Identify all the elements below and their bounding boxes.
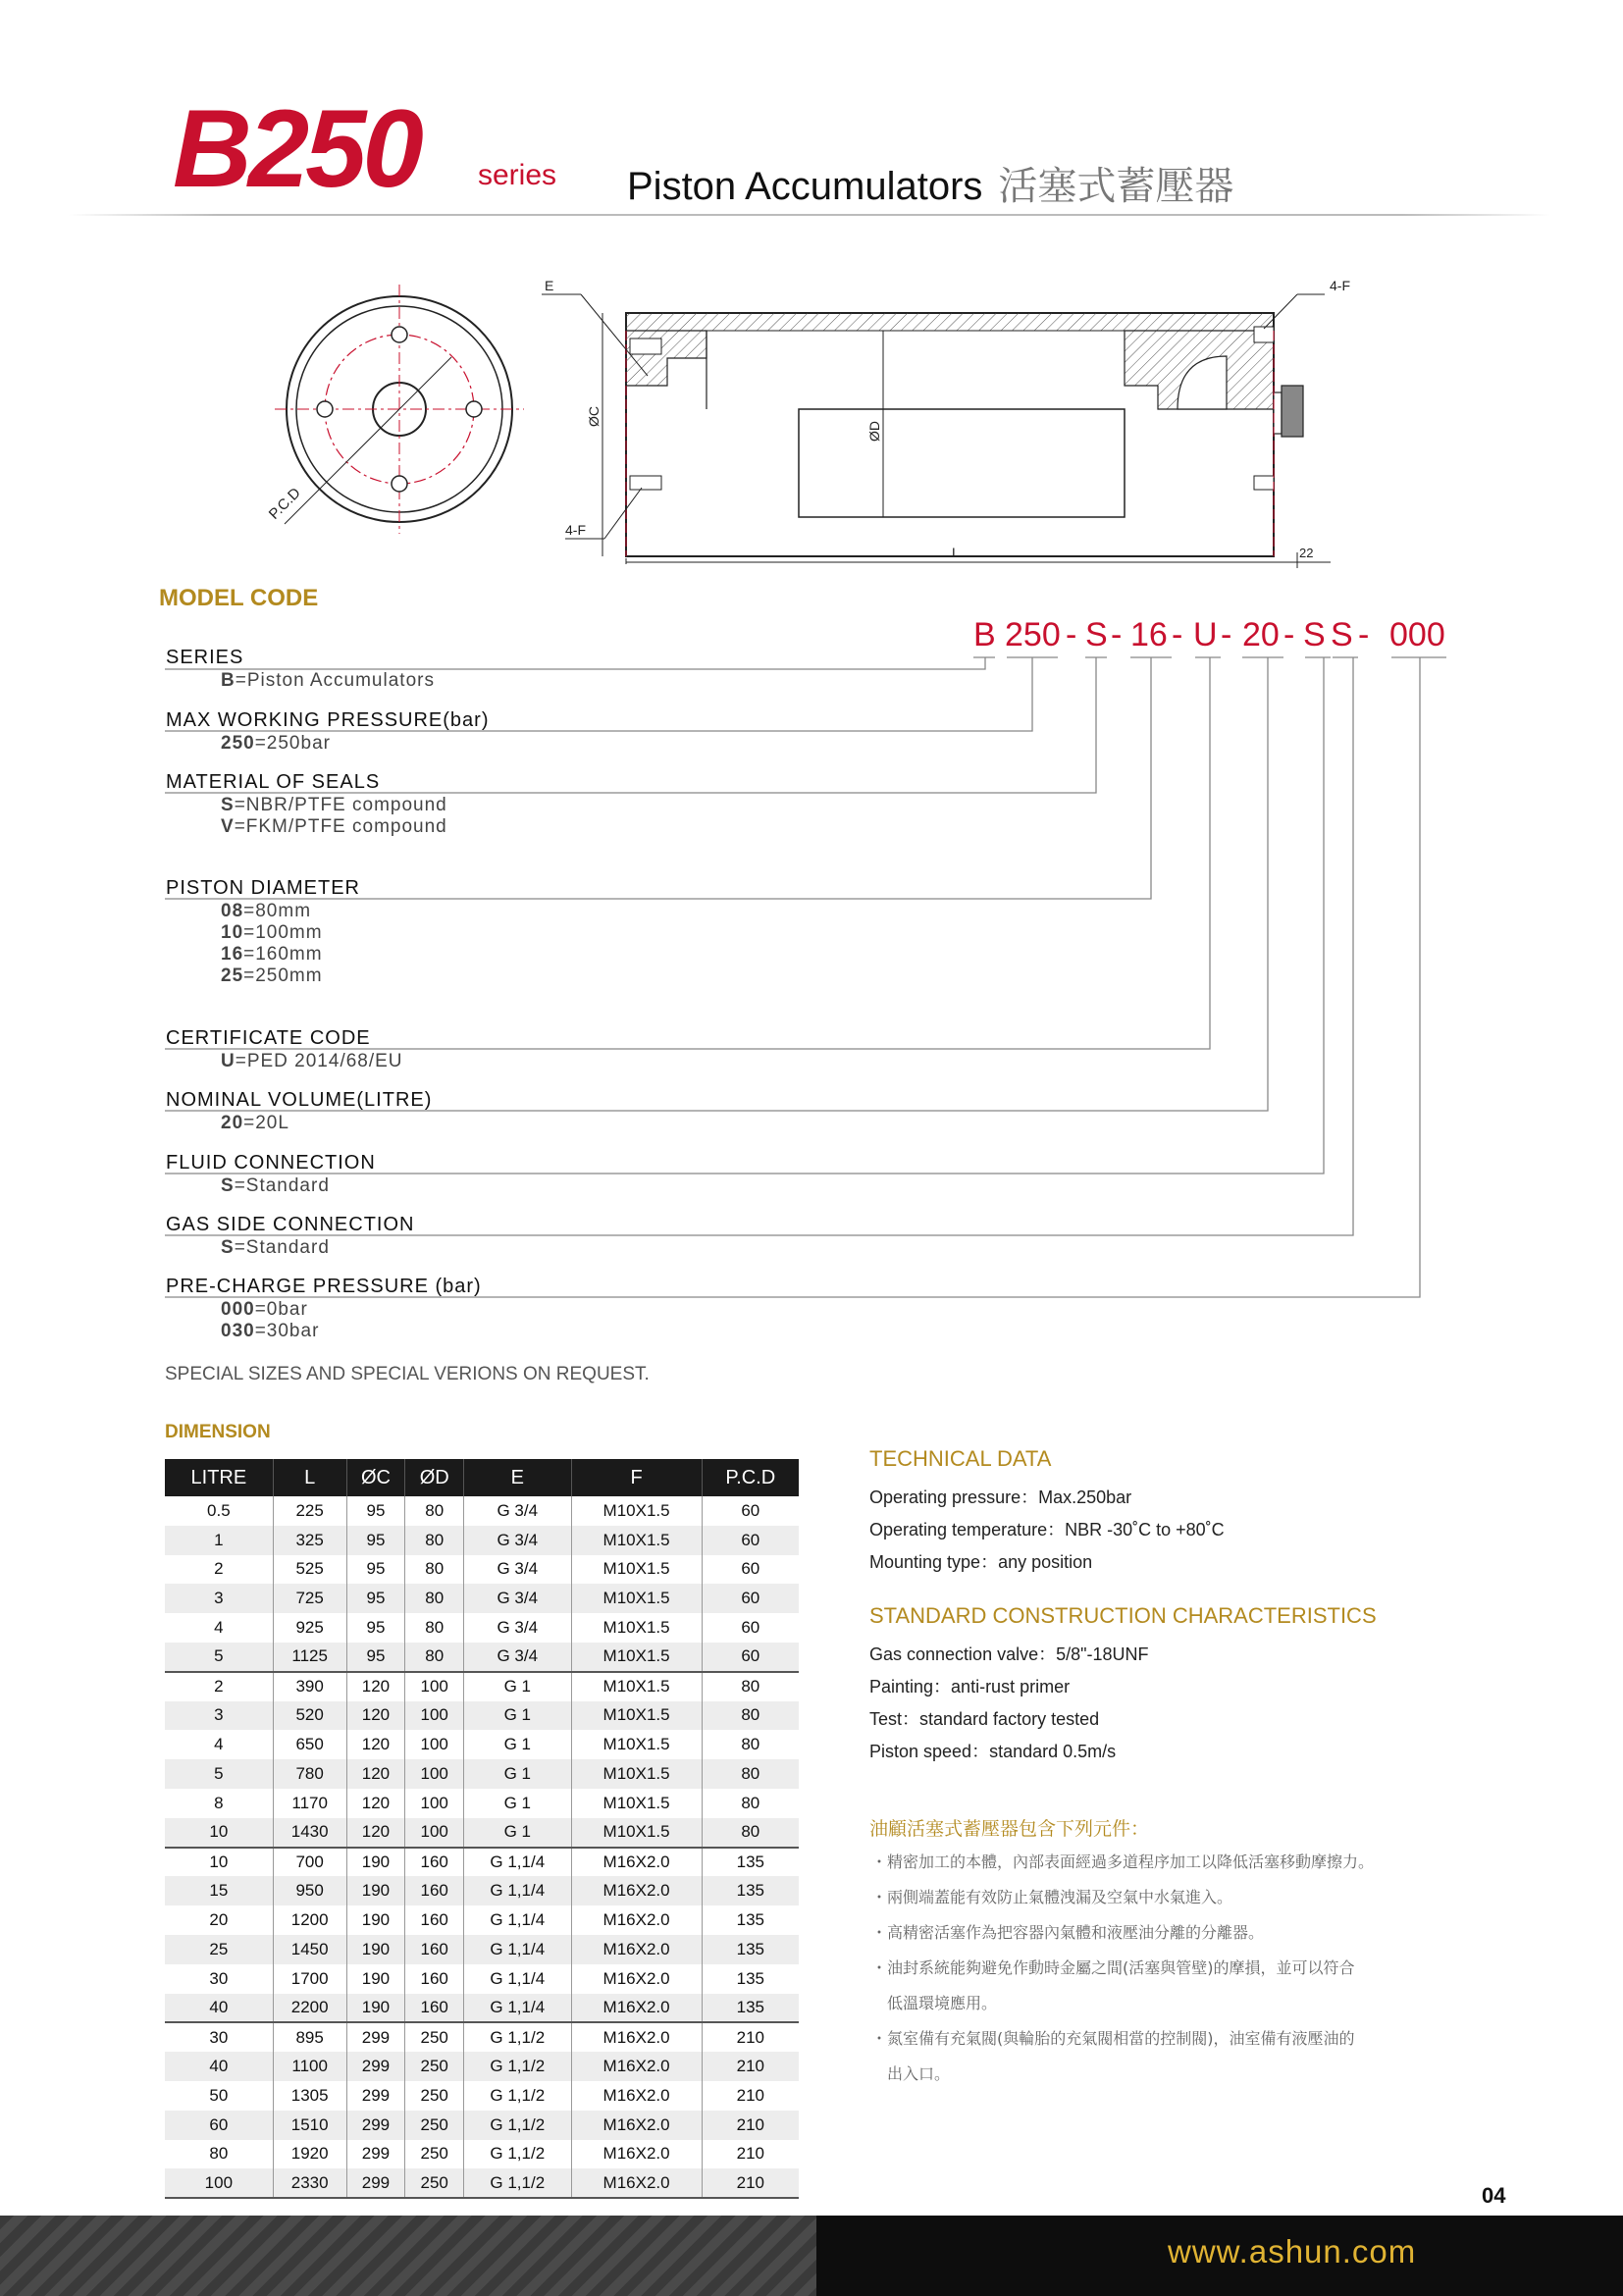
table-cell: 80 bbox=[741, 1793, 760, 1812]
table-cell: 95 bbox=[346, 1496, 405, 1526]
table-header-row bbox=[165, 1459, 799, 1496]
table-cell: M10X1.5 bbox=[571, 1643, 702, 1672]
construction-line: Piston speed：standard 0.5m/s bbox=[869, 1742, 1117, 1761]
table-cell: 80 bbox=[702, 1759, 799, 1789]
table-cell: G 1,1/2 bbox=[464, 2140, 571, 2169]
table-row bbox=[165, 1964, 799, 1994]
table-row bbox=[165, 2022, 799, 2052]
table-cell: 4 bbox=[165, 1730, 273, 1759]
code-part-certificate: U bbox=[1193, 616, 1218, 653]
field-option: 16=160mm bbox=[221, 944, 323, 965]
table-cell: 160 bbox=[405, 1964, 464, 1994]
table-cell: 120 bbox=[346, 1759, 405, 1789]
title-en: Piston Accumulators bbox=[627, 165, 983, 208]
code-separator: - bbox=[1066, 616, 1077, 653]
table-cell: 250 bbox=[405, 2081, 464, 2111]
table-cell: 135 bbox=[736, 1852, 764, 1871]
field-option: 030=30bar bbox=[221, 1321, 320, 1341]
d-dim-label: ØD bbox=[866, 421, 882, 442]
construction-line: Painting：anti-rust primer bbox=[869, 1677, 1071, 1696]
table-row bbox=[165, 2111, 799, 2140]
table-cell: 80 bbox=[405, 1613, 464, 1643]
field-volume-label: NOMINAL VOLUME(LITRE) bbox=[166, 1089, 433, 1111]
table-row bbox=[165, 2081, 799, 2111]
table-cell: M16X2.0 bbox=[571, 1994, 702, 2023]
field-gas-label: GAS SIDE CONNECTION bbox=[166, 1214, 415, 1235]
table-row bbox=[165, 1994, 799, 2023]
dimension-table-body bbox=[165, 1496, 799, 2198]
table-cell: 190 bbox=[346, 1994, 405, 2023]
table-cell: 80 bbox=[405, 1643, 464, 1672]
table-cell: G 3/4 bbox=[464, 1496, 571, 1526]
table-cell: 325 bbox=[273, 1526, 346, 1555]
table-row bbox=[165, 1643, 799, 1672]
component-item-cn: ・精密加工的本體，內部表面經過多道程序加工以降低活塞移動摩擦力。 bbox=[871, 1852, 1375, 1871]
col-header: ØD bbox=[405, 1459, 464, 1496]
component-item-cn: ・油封系統能夠避免作動時金屬之間(活塞與管壁)的摩損，並可以符合 bbox=[871, 1958, 1355, 1977]
table-cell: 80 bbox=[165, 2140, 273, 2169]
table-cell: 299 bbox=[346, 2022, 405, 2052]
table-cell: 160 bbox=[405, 1994, 464, 2023]
code-part-gas: S bbox=[1331, 616, 1353, 653]
table-cell: M16X2.0 bbox=[571, 2168, 702, 2198]
l-dim-label: L bbox=[952, 545, 960, 560]
table-row bbox=[165, 1848, 799, 1877]
code-separator: - bbox=[1283, 616, 1295, 653]
table-cell: 1200 bbox=[273, 1905, 346, 1935]
table-cell: G 1,1/4 bbox=[464, 1994, 571, 2023]
table-cell: 120 bbox=[346, 1818, 405, 1848]
table-cell: 2 bbox=[165, 1555, 273, 1585]
table-cell: 5 bbox=[165, 1643, 273, 1672]
table-cell: 60 bbox=[702, 1643, 799, 1672]
table-cell: 135 bbox=[736, 1910, 764, 1930]
e-leader-label: E bbox=[545, 278, 554, 293]
table-row bbox=[165, 1555, 799, 1585]
table-cell: M10X1.5 bbox=[571, 1496, 702, 1526]
table-cell: 100 bbox=[405, 1672, 464, 1701]
table-cell: 80 bbox=[741, 1735, 760, 1754]
table-cell: G 1,1/2 bbox=[464, 2111, 571, 2140]
table-cell: 210 bbox=[736, 2144, 764, 2164]
table-cell: 1 bbox=[165, 1526, 273, 1555]
col-header: ØC bbox=[346, 1459, 405, 1496]
table-cell: 250 bbox=[405, 2168, 464, 2198]
table-cell: 80 bbox=[741, 1677, 760, 1696]
table-cell: 250 bbox=[405, 2052, 464, 2081]
col-header: L bbox=[273, 1459, 346, 1496]
code-part-pressure: 250 bbox=[1005, 616, 1061, 653]
table-row bbox=[165, 1672, 799, 1701]
table-cell: M16X2.0 bbox=[571, 1848, 702, 1877]
table-cell: 299 bbox=[346, 2140, 405, 2169]
field-option: S=NBR/PTFE compound bbox=[221, 795, 447, 815]
construction-title: STANDARD CONSTRUCTION CHARACTERISTICS bbox=[869, 1603, 1377, 1628]
table-row bbox=[165, 1701, 799, 1731]
col-header: E bbox=[464, 1459, 571, 1496]
field-option: 250=250bar bbox=[221, 733, 331, 754]
field-option: S=Standard bbox=[221, 1175, 330, 1196]
field-pressure-label: MAX WORKING PRESSURE(bar) bbox=[166, 709, 490, 731]
table-cell: 210 bbox=[702, 2111, 799, 2140]
table-cell: 95 bbox=[346, 1555, 405, 1585]
table-row bbox=[165, 2168, 799, 2198]
table-cell: 950 bbox=[273, 1876, 346, 1905]
title-cn: 活塞式蓄壓器 bbox=[998, 164, 1234, 209]
table-cell: 3 bbox=[165, 1584, 273, 1613]
table-cell: M10X1.5 bbox=[571, 1730, 702, 1759]
table-cell: 250 bbox=[405, 2022, 464, 2052]
table-cell: M16X2.0 bbox=[571, 1905, 702, 1935]
table-cell: 80 bbox=[405, 1496, 464, 1526]
table-cell: 15 bbox=[165, 1876, 273, 1905]
table-cell: 190 bbox=[346, 1935, 405, 1964]
code-separator: - bbox=[1111, 616, 1123, 653]
model-code-title: MODEL CODE bbox=[159, 585, 319, 611]
table-cell: G 1,1/4 bbox=[464, 1964, 571, 1994]
table-cell: M10X1.5 bbox=[571, 1555, 702, 1585]
code-part-precharge: 000 bbox=[1389, 616, 1445, 653]
table-cell: 1450 bbox=[273, 1935, 346, 1964]
table-cell: 190 bbox=[346, 1876, 405, 1905]
table-cell: 1305 bbox=[273, 2081, 346, 2111]
table-cell: 80 bbox=[702, 1818, 799, 1848]
component-item-cn: ・氮室備有充氣閥(與輪胎的充氣閥相當的控制閥)，油室備有液壓油的 bbox=[871, 2029, 1355, 2048]
table-cell: 120 bbox=[346, 1730, 405, 1759]
table-cell: 3 bbox=[165, 1701, 273, 1731]
table-cell: 210 bbox=[702, 2168, 799, 2198]
table-cell: M10X1.5 bbox=[571, 1818, 702, 1848]
table-cell: 100 bbox=[405, 1730, 464, 1759]
table-cell: 60 bbox=[741, 1618, 760, 1638]
table-cell: 5 bbox=[165, 1759, 273, 1789]
table-row bbox=[165, 1584, 799, 1613]
table-cell: M10X1.5 bbox=[571, 1789, 702, 1818]
table-cell: 135 bbox=[736, 1968, 764, 1988]
table-cell: G 1,1/2 bbox=[464, 2168, 571, 2198]
page-number: 04 bbox=[1482, 2183, 1506, 2208]
table-cell: 160 bbox=[405, 1848, 464, 1877]
dim-22-label: 22 bbox=[1299, 546, 1314, 560]
table-cell: G 1,1/2 bbox=[464, 2052, 571, 2081]
table-cell: M16X2.0 bbox=[571, 1876, 702, 1905]
table-cell: 780 bbox=[273, 1759, 346, 1789]
table-cell: 80 bbox=[405, 1526, 464, 1555]
technical-line: Operating temperature：NBR -30˚C to +80˚C bbox=[869, 1520, 1225, 1539]
table-cell: 1700 bbox=[273, 1964, 346, 1994]
table-cell: 95 bbox=[346, 1643, 405, 1672]
table-cell: G 1 bbox=[464, 1818, 571, 1848]
code-part-seals: S bbox=[1085, 616, 1108, 653]
col-header: F bbox=[571, 1459, 702, 1496]
table-cell: 80 bbox=[405, 1555, 464, 1585]
table-cell: 4 bbox=[165, 1613, 273, 1643]
component-item-cn: ・兩側端蓋能有效防止氣體洩漏及空氣中水氣進入。 bbox=[871, 1888, 1233, 1906]
table-cell: 40 bbox=[165, 1994, 273, 2023]
series-label: series bbox=[478, 159, 557, 191]
table-cell: G 1,1/4 bbox=[464, 1935, 571, 1964]
table-cell: G 3/4 bbox=[464, 1584, 571, 1613]
table-cell: 60 bbox=[702, 1526, 799, 1555]
table-cell: 210 bbox=[736, 2027, 764, 2047]
table-cell: G 1 bbox=[464, 1701, 571, 1731]
table-row bbox=[165, 1759, 799, 1789]
table-cell: 60 bbox=[741, 1559, 760, 1579]
field-option: U=PED 2014/68/EU bbox=[221, 1051, 403, 1071]
table-cell: 95 bbox=[346, 1584, 405, 1613]
f-bottom-label: 4-F bbox=[565, 522, 586, 538]
field-option: V=FKM/PTFE compound bbox=[221, 816, 447, 837]
table-cell: 120 bbox=[346, 1789, 405, 1818]
table-cell: M16X2.0 bbox=[571, 1935, 702, 1964]
dimension-table bbox=[165, 1459, 799, 2199]
table-row bbox=[165, 1496, 799, 1526]
technical-line: Mounting type：any position bbox=[869, 1552, 1093, 1572]
table-cell: 700 bbox=[273, 1848, 346, 1877]
table-row bbox=[165, 1613, 799, 1643]
table-cell: G 1,1/2 bbox=[464, 2081, 571, 2111]
table-cell: 100 bbox=[405, 1701, 464, 1731]
table-cell: 250 bbox=[405, 2140, 464, 2169]
table-cell: 210 bbox=[736, 2085, 764, 2105]
field-option: 20=20L bbox=[221, 1113, 289, 1133]
table-cell: M10X1.5 bbox=[571, 1613, 702, 1643]
f-top-label: 4-F bbox=[1330, 278, 1350, 293]
table-cell: 120 bbox=[346, 1672, 405, 1701]
table-cell: M10X1.5 bbox=[571, 1672, 702, 1701]
table-cell: 1125 bbox=[273, 1643, 346, 1672]
table-cell: 60 bbox=[165, 2111, 273, 2140]
special-note: SPECIAL SIZES AND SPECIAL VERIONS ON REQUEST. bbox=[165, 1364, 650, 1384]
table-cell: 160 bbox=[405, 1935, 464, 1964]
technical-title: TECHNICAL DATA bbox=[869, 1446, 1052, 1471]
table-cell: 10 bbox=[165, 1818, 273, 1848]
table-row bbox=[165, 1818, 799, 1848]
c-dim-label: ØC bbox=[586, 406, 602, 427]
components-title-cn: 油顧活塞式蓄壓器包含下列元件： bbox=[869, 1818, 1150, 1840]
field-series-label: SERIES bbox=[166, 647, 244, 668]
component-item-cn: 低溫環境應用。 bbox=[871, 1994, 998, 2012]
table-cell: 520 bbox=[273, 1701, 346, 1731]
table-cell: 299 bbox=[346, 2052, 405, 2081]
table-cell: 30 bbox=[165, 2022, 273, 2052]
table-cell: 8 bbox=[165, 1789, 273, 1818]
table-cell: M10X1.5 bbox=[571, 1759, 702, 1789]
footer-url-link[interactable]: www.ashun.com bbox=[1168, 2233, 1417, 2270]
table-row bbox=[165, 2140, 799, 2169]
field-seals-label: MATERIAL OF SEALS bbox=[166, 771, 381, 793]
table-cell: 225 bbox=[273, 1496, 346, 1526]
table-row bbox=[165, 1730, 799, 1759]
table-cell: 190 bbox=[346, 1848, 405, 1877]
pcd-label: P.C.D bbox=[265, 484, 304, 523]
field-option: 10=100mm bbox=[221, 922, 323, 943]
table-cell: G 1 bbox=[464, 1672, 571, 1701]
table-cell: 80 bbox=[702, 1701, 799, 1731]
table-cell: 250 bbox=[405, 2111, 464, 2140]
table-cell: 80 bbox=[405, 1584, 464, 1613]
construction-line: Test：standard factory tested bbox=[869, 1709, 1100, 1729]
table-cell: G 1,1/2 bbox=[464, 2022, 571, 2052]
table-cell: 390 bbox=[273, 1672, 346, 1701]
table-cell: 1920 bbox=[273, 2140, 346, 2169]
field-option: B=Piston Accumulators bbox=[221, 670, 435, 691]
table-cell: M10X1.5 bbox=[571, 1701, 702, 1731]
field-option: 08=80mm bbox=[221, 901, 312, 921]
table-cell: 299 bbox=[346, 2111, 405, 2140]
field-option: 25=250mm bbox=[221, 965, 323, 986]
table-cell: M16X2.0 bbox=[571, 2052, 702, 2081]
table-cell: 2200 bbox=[273, 1994, 346, 2023]
table-cell: 50 bbox=[165, 2081, 273, 2111]
table-cell: G 1,1/4 bbox=[464, 1876, 571, 1905]
table-cell: 299 bbox=[346, 2081, 405, 2111]
table-cell: 160 bbox=[405, 1905, 464, 1935]
table-cell: G 3/4 bbox=[464, 1555, 571, 1585]
table-row bbox=[165, 1876, 799, 1905]
table-cell: 60 bbox=[702, 1584, 799, 1613]
component-item-cn: 出入口。 bbox=[871, 2064, 951, 2083]
table-cell: 1170 bbox=[273, 1789, 346, 1818]
component-item-cn: ・高精密活塞作為把容器內氣體和液壓油分離的分離器。 bbox=[871, 1923, 1265, 1942]
field-precharge-label: PRE-CHARGE PRESSURE (bar) bbox=[166, 1276, 482, 1297]
table-cell: 925 bbox=[273, 1613, 346, 1643]
table-cell: M16X2.0 bbox=[571, 1964, 702, 1994]
table-row bbox=[165, 1526, 799, 1555]
field-certificate-label: CERTIFICATE CODE bbox=[166, 1027, 371, 1049]
table-cell: 100 bbox=[405, 1759, 464, 1789]
table-cell: 20 bbox=[165, 1905, 273, 1935]
table-cell: 30 bbox=[165, 1964, 273, 1994]
series-code: B250 bbox=[173, 87, 420, 210]
table-cell: 190 bbox=[346, 1905, 405, 1935]
table-cell: M10X1.5 bbox=[571, 1526, 702, 1555]
table-cell: 1100 bbox=[273, 2052, 346, 2081]
table-cell: 40 bbox=[165, 2052, 273, 2081]
col-header: LITRE bbox=[165, 1459, 273, 1496]
col-header: P.C.D bbox=[702, 1459, 799, 1496]
table-cell: 120 bbox=[346, 1701, 405, 1731]
table-cell: 895 bbox=[273, 2022, 346, 2052]
table-cell: G 1,1/4 bbox=[464, 1848, 571, 1877]
table-cell: 100 bbox=[405, 1789, 464, 1818]
code-part-fluid: S bbox=[1303, 616, 1326, 653]
table-cell: 525 bbox=[273, 1555, 346, 1585]
table-cell: 25 bbox=[165, 1935, 273, 1964]
table-cell: 135 bbox=[702, 1994, 799, 2023]
table-row bbox=[165, 1935, 799, 1964]
field-fluid-label: FLUID CONNECTION bbox=[166, 1152, 376, 1174]
table-cell: 2330 bbox=[273, 2168, 346, 2198]
table-cell: 95 bbox=[346, 1526, 405, 1555]
table-row bbox=[165, 2052, 799, 2081]
table-cell: 650 bbox=[273, 1730, 346, 1759]
table-cell: G 1 bbox=[464, 1730, 571, 1759]
code-separator: - bbox=[1358, 616, 1370, 653]
field-option: 000=0bar bbox=[221, 1299, 308, 1320]
table-cell: G 1,1/4 bbox=[464, 1905, 571, 1935]
field-option: S=Standard bbox=[221, 1237, 330, 1258]
table-cell: 100 bbox=[405, 1818, 464, 1848]
table-cell: 135 bbox=[702, 1935, 799, 1964]
table-cell: 210 bbox=[702, 2052, 799, 2081]
table-cell: 135 bbox=[702, 1876, 799, 1905]
table-cell: 190 bbox=[346, 1964, 405, 1994]
table-cell: G 1 bbox=[464, 1759, 571, 1789]
code-separator: - bbox=[1221, 616, 1232, 653]
table-cell: G 3/4 bbox=[464, 1643, 571, 1672]
table-cell: 10 bbox=[165, 1848, 273, 1877]
code-part-diameter: 16 bbox=[1130, 616, 1168, 653]
table-cell: 0.5 bbox=[165, 1496, 273, 1526]
table-row bbox=[165, 1789, 799, 1818]
construction-line: Gas connection valve：5/8"-18UNF bbox=[869, 1644, 1149, 1664]
table-cell: M16X2.0 bbox=[571, 2081, 702, 2111]
table-cell: M10X1.5 bbox=[571, 1584, 702, 1613]
code-part-series: B bbox=[973, 616, 996, 653]
table-cell: 60 bbox=[741, 1500, 760, 1520]
table-cell: 299 bbox=[346, 2168, 405, 2198]
table-cell: 1430 bbox=[273, 1818, 346, 1848]
table-cell: 1510 bbox=[273, 2111, 346, 2140]
table-cell: M16X2.0 bbox=[571, 2111, 702, 2140]
table-cell: G 3/4 bbox=[464, 1526, 571, 1555]
field-diameter-label: PISTON DIAMETER bbox=[166, 877, 360, 899]
table-cell: 160 bbox=[405, 1876, 464, 1905]
table-cell: 2 bbox=[165, 1672, 273, 1701]
table-row bbox=[165, 1905, 799, 1935]
table-cell: 95 bbox=[346, 1613, 405, 1643]
footer-pattern bbox=[0, 2216, 816, 2296]
table-cell: M16X2.0 bbox=[571, 2140, 702, 2169]
technical-line: Operating pressure：Max.250bar bbox=[869, 1487, 1132, 1507]
table-cell: 725 bbox=[273, 1584, 346, 1613]
table-cell: G 1 bbox=[464, 1789, 571, 1818]
code-part-volume: 20 bbox=[1242, 616, 1280, 653]
table-cell: M16X2.0 bbox=[571, 2022, 702, 2052]
table-cell: G 3/4 bbox=[464, 1613, 571, 1643]
code-separator: - bbox=[1172, 616, 1183, 653]
table-cell: 100 bbox=[165, 2168, 273, 2198]
dimension-title: DIMENSION bbox=[165, 1422, 271, 1442]
